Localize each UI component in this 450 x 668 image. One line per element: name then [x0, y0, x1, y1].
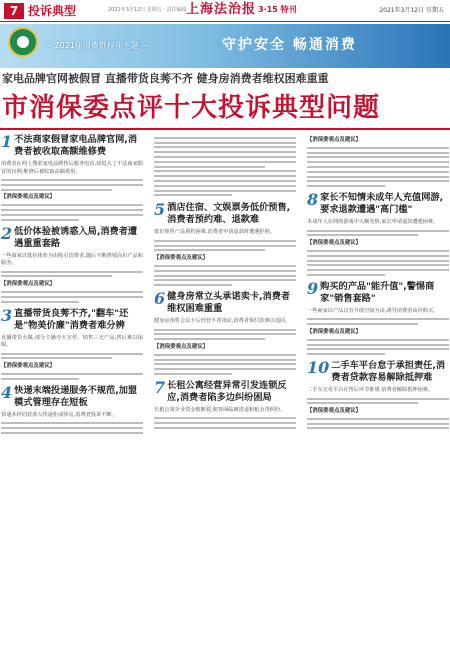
article-advice-body: [1, 204, 143, 220]
article-advice-tag: 【消保委观点及建议】: [1, 363, 55, 370]
article-number: 5: [154, 200, 166, 220]
article-number: 6: [154, 289, 166, 309]
masthead-special-edition: 3·15 特刊: [258, 5, 297, 14]
article-advice-body: [154, 265, 296, 286]
masthead-logo: 上海法治报: [186, 2, 257, 17]
article-headline: 酒店住宿、文娱票务低价预售,消费者预约难、退款难: [167, 202, 291, 226]
article-advice-body: [154, 354, 296, 375]
article-advice-tag: 【消保委观点及建议】: [154, 343, 208, 350]
banner-theme-year: — 2021年消费维权年主题 —: [44, 41, 150, 50]
continued-advice-tag: 【消保委观点及建议】: [307, 137, 361, 143]
banner-slogan: 守护安全 畅通消费: [222, 37, 357, 53]
article-body: [154, 240, 296, 252]
article-advice-tag: 【消保委观点及建议】: [1, 281, 55, 288]
article-advice-tag: 【消保委观点及建议】: [307, 240, 361, 247]
article-body: [154, 329, 296, 341]
article-continuation: [307, 147, 449, 187]
article-6: [154, 291, 296, 375]
article-lead: 低价预售产品预约困难,消费者申请退款时遭遇拒绝。: [154, 229, 275, 236]
article-advice-body: [307, 250, 449, 276]
article-number: 2: [1, 223, 13, 243]
article-headline: 长租公寓经营异常引发连锁反应,消费者陷多边纠纷困局: [167, 379, 287, 403]
article-lead: 快递未经同意放入快递柜或驿站,消费者投诉不断。: [1, 411, 117, 418]
article-advice-tag: 【消保委观点及建议】: [154, 255, 208, 262]
article-body: [1, 271, 143, 278]
article-7: [154, 377, 296, 429]
column-3: [307, 134, 449, 668]
article-number: 10: [307, 358, 330, 378]
article-lead: 未成年人在网络游戏中大额充值,家长申请退款遭遇困难。: [307, 219, 439, 226]
article-number: 7: [154, 377, 166, 397]
article-advice-tag: 【消保委观点及建议】: [307, 328, 361, 335]
article-body: [307, 318, 449, 325]
article-advice-body: [1, 291, 143, 303]
column-2: [154, 134, 296, 668]
article-3: [1, 305, 143, 380]
article-5: [154, 202, 296, 286]
article-9: [307, 278, 449, 355]
article-lead: 消费者在网上搜索家电品牌售后服务电话,却进入了不法商家假冒的官网,维修后被收取高额费用。: [1, 161, 143, 175]
article-body: [1, 422, 143, 434]
article-headline: 二手车平台怠于承担责任,消费者贷款容易解除抵押难: [331, 360, 446, 384]
article-continuation: [154, 137, 296, 168]
article-advice-body: [307, 418, 449, 430]
article-advice-body: [1, 373, 143, 380]
article-lead: 健身房预售会员卡后经营不善闭店,消费者预付款难以追回。: [154, 318, 291, 325]
article-8: [307, 192, 449, 276]
page-header: [0, 0, 450, 22]
article-lead: 一些商家以产品具有升值空间为由,诱导消费者高价购买。: [307, 307, 439, 314]
article-advice-tag: 【消保委观点及建议】: [307, 408, 361, 415]
article-number: 9: [307, 278, 319, 298]
article-headline: 直播带货良莠不齐,"翻车"还是"物美价廉"消费者难分辨: [14, 307, 129, 331]
section-title: 投诉典型: [28, 4, 77, 18]
headline-subhead: 家电品牌官网被假冒 直播带货良莠不齐 健身房消费者维权困难重重: [2, 72, 329, 85]
article-lead: 长租公寓企业资金链断裂,租客面临被清退和租金贷纠纷。: [154, 406, 286, 413]
article-2: [1, 223, 143, 303]
article-headline: 健身房常立头承诺卖卡,消费者维权困难重重: [167, 291, 291, 315]
header-date: 2021年3月12日 星期五: [379, 7, 444, 14]
article-4: [1, 382, 143, 434]
article-10: [307, 360, 449, 429]
consumer-association-emblem-icon: [8, 27, 38, 57]
article-advice-tag: 【消保委观点及建议】: [1, 194, 55, 201]
article-advice-body: [307, 339, 449, 355]
article-number: 4: [1, 382, 13, 402]
header-meta: 2021年3月12日 星期五 · 责任编辑: [108, 7, 187, 13]
article-body: [154, 417, 296, 429]
article-number: 8: [307, 190, 319, 210]
article-number: 3: [1, 305, 13, 325]
article-lead: 一些商家以低价体验为由吸引消费者,随后不断推销高价产品和服务。: [1, 252, 143, 267]
article-lead: 直播带货火爆,部分主播夸大宣传、销售三无产品,售后难以保障。: [1, 334, 143, 349]
article-body: [307, 398, 449, 405]
article-body: [1, 179, 143, 191]
article-headline: 家长不知情未成年人充值网游,要求退款遭遇"高门槛": [320, 192, 444, 216]
headline-title: 市消保委点评十大投诉典型问题: [2, 93, 381, 123]
column-1: [1, 134, 143, 668]
article-headline: 购买的产品"能升值",警惕商家"销售套路": [320, 280, 435, 304]
article-number: 1: [1, 134, 13, 151]
article-lead: 二手车交易平台在售后环节推诿,消费者解除抵押困难。: [307, 387, 434, 394]
article-body: [1, 353, 143, 360]
article-headline: 不法商家假冒家电品牌官网,消费者被收取高额维修费: [14, 134, 138, 157]
article-headline: 快递末端投递服务不规范,加盟模式管理存在短板: [14, 384, 138, 408]
article-continuation-2: [154, 170, 296, 196]
article-1: [1, 134, 143, 221]
theme-banner: [0, 24, 450, 68]
article-body: [307, 230, 449, 237]
headline-divider: [0, 128, 450, 130]
article-headline: 低价体验被诱惑入局,消费者遭遇重重套路: [14, 225, 138, 249]
page-number: 7: [4, 3, 24, 19]
